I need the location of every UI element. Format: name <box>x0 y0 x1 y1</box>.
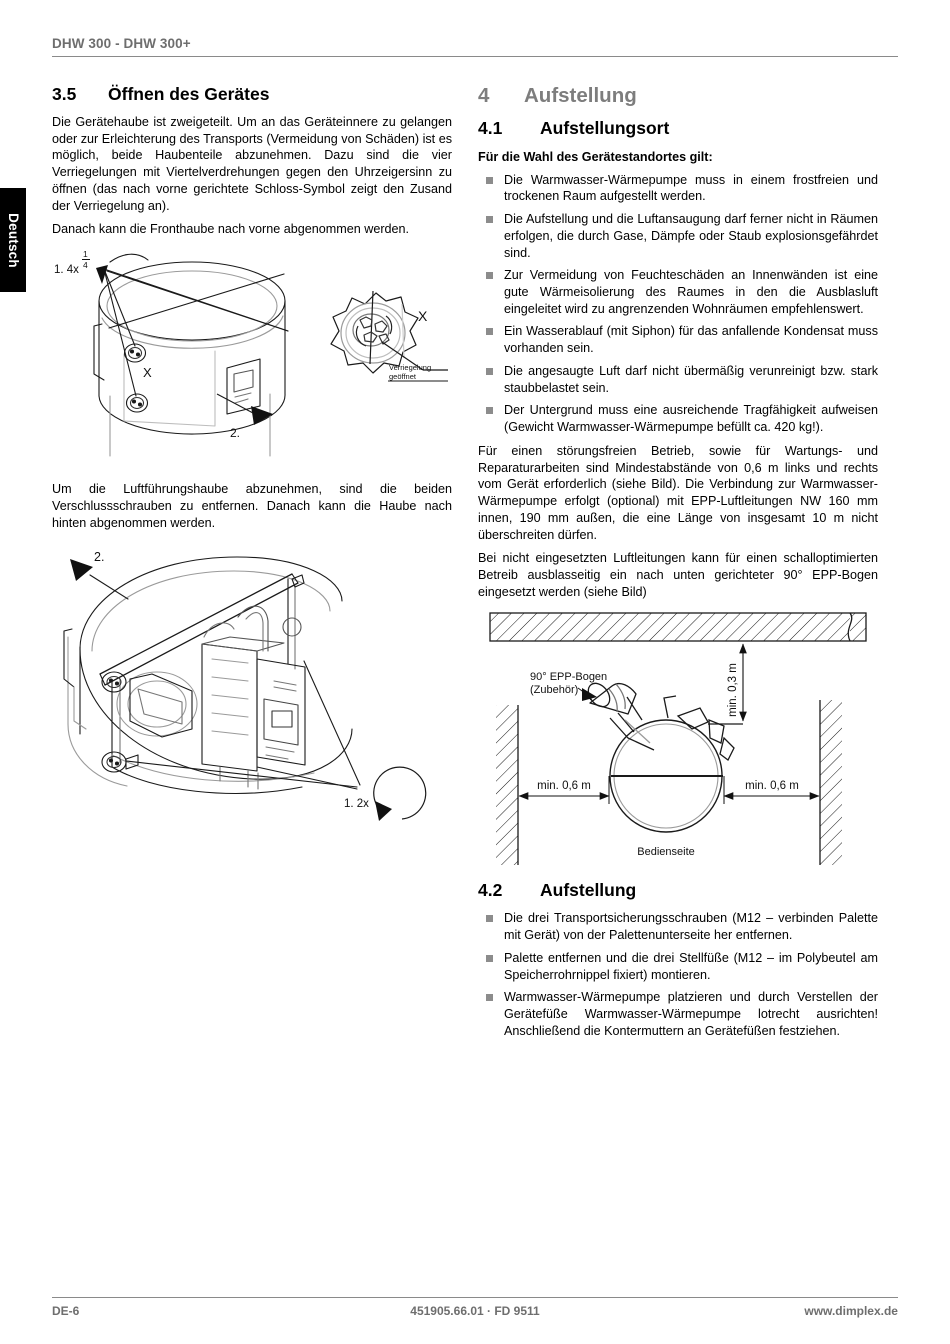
language-tab-label: Deutsch <box>5 212 21 268</box>
document-header <box>52 36 898 57</box>
figure-label-x-right: X <box>418 308 428 325</box>
list-item <box>478 323 878 356</box>
figure-label-quarter-numerator: 1 <box>83 249 88 260</box>
list-item <box>478 267 878 317</box>
list-item-text: Die drei Transportsicherungsschrauben (M12 – verbinden Palette mit Gerät) von der Palettenunterseite her entfernen. <box>504 911 878 943</box>
list-item-text: Ein Wasserablauf (mit Siphon) für das anfallende Kondensat muss vorhanden sein. <box>504 324 878 356</box>
square-bullet-icon <box>486 368 493 375</box>
section-heading-4-1 <box>478 118 878 139</box>
label-operating-side: Bedienseite <box>637 846 695 859</box>
list-item-text: Die angesaugte Luft darf nicht übermäßig verunreinigt bzw. stark staubbelastet sein. <box>504 363 878 395</box>
footer-rule <box>52 1297 898 1298</box>
list-item <box>478 172 878 205</box>
callout-label-bend-line2: (Zubehör) <box>530 684 579 697</box>
list-item <box>478 950 878 983</box>
section-number: 3.5 <box>52 84 77 104</box>
left-column <box>52 84 452 869</box>
list-item <box>478 989 878 1039</box>
figure-duct-hood <box>52 539 452 859</box>
list-item <box>478 402 878 435</box>
figure-label-quarter-denominator: 4 <box>83 260 88 271</box>
figure-label-step2: 2. <box>94 550 105 565</box>
square-bullet-icon <box>486 328 493 335</box>
list-item <box>478 363 878 396</box>
list-item-text: Die Warmwasser-Wärmepumpe muss in einem frostfreien und trockenen Raum aufgestellt werden. <box>504 172 878 204</box>
arrow-rotation <box>375 801 392 821</box>
section-title: Öffnen des Gerätes <box>108 84 270 104</box>
requirements-list <box>478 172 878 436</box>
lead-text: Für die Wahl des Gerätestandortes gilt: <box>478 149 713 164</box>
dimension-ceiling <box>727 644 743 721</box>
section-heading-3-5 <box>52 84 452 105</box>
list-item-text: Warmwasser-Wärmepumpe platzieren und durch Verstellen der Gerätefüße Warmwasser-Wärmepumpe lotrecht ausrichten! Anschließend die Kontermuttern an Gerätefüßen festziehen. <box>504 990 878 1038</box>
document-footer <box>52 1297 898 1318</box>
paragraph: Bei nicht eingesetzten Luftleitungen kann für einen schalloptimierten Betreib ausblasseitig ein nach unten gerichteter 90° EPP-Bogen eingesetzt werden (siehe Bild) <box>478 551 878 599</box>
list-item-text: Die Aufstellung und die Luftansaugung darf ferner nicht in Räumen erfolgen, die durch Gase, Dämpfe oder Staub explosionsgefährdet sind. <box>504 212 878 260</box>
section-number: 4.1 <box>478 117 503 138</box>
paragraph: Um die Luftführungshaube abzunehmen, sind die beiden Verschlussschrauben zu entfernen. Danach kann die Haube nach hinten abgenommen werden. <box>52 482 452 530</box>
figure-housing-locks <box>52 246 452 471</box>
list-item-text: Zur Vermeidung von Feuchteschäden an Innenwänden ist eine gute Wärmeisolierung des Raumes in den die Ausblasluft eingeleitet wird zu angrenzenden Wohnräumen empfehlenswert. <box>504 268 878 316</box>
dimension-label-left: min. 0,6 m <box>537 780 591 793</box>
square-bullet-icon <box>486 915 493 922</box>
section-title: Aufstellung <box>540 880 637 901</box>
list-item-text: Der Untergrund muss eine ausreichende Tragfähigkeit aufweisen (Gewicht Warmwasser-Wärmepumpe befüllt ca. 420 kg!). <box>504 403 878 435</box>
chapter-title: Aufstellung <box>524 84 637 107</box>
dimension-left <box>519 776 609 804</box>
dimension-label-right: min. 0,6 m <box>745 780 799 793</box>
callout-label-bend-line1: 90° EPP-Bogen <box>530 671 608 684</box>
installation-steps-list <box>478 910 878 1039</box>
section-number: 4.2 <box>478 880 503 901</box>
dimension-label-ceiling: min. 0,3 m <box>727 663 739 718</box>
header-title: DHW 300 - DHW 300+ <box>52 36 191 51</box>
section-title: Aufstellungsort <box>540 117 670 138</box>
paragraph: Die Gerätehaube ist zweigeteilt. Um an das Geräteinnere zu gelangen oder zur Erleichterung des Transports (Vermeidung von Schäden) ist es möglich, beide Haubenteile abzunehmen. Dazu sind die vier Verriegelungen mit Viertelverdrehungen gegen den Uhrzeigersinn zu öffnen (das nach vorne gerichtete Schloss-Symbol zeigt den Zusand der Verriegelung an). <box>52 115 452 213</box>
figure-housing-locks-svg <box>52 246 452 471</box>
right-wall-hatch <box>820 700 842 865</box>
paragraph: Für einen störungsfreien Betrieb, sowie für Wartungs- und Reparaturarbeiten sind Mindestabstände von 0,6 m links und rechts vom Gerät erforderlich (siehe Bild). Die Verbindung zur Warmwasser-Wärmepumpe erfolgt (optional) mit EPP-Luftleitungen NW 160 mm innen, 190 mm außen, die eine Länge von insgesamt 10 m nicht überschreiten dürfen. <box>478 443 878 542</box>
figure-label-detail-line2: geöffnet <box>389 372 416 382</box>
square-bullet-icon <box>486 177 493 184</box>
figure-label-step1: 1. 4x <box>54 264 79 277</box>
figure-label-detail-line1: Verriegelung <box>389 363 432 373</box>
square-bullet-icon <box>486 407 493 414</box>
chapter-number: 4 <box>478 84 490 107</box>
square-bullet-icon <box>486 216 493 223</box>
right-column <box>478 84 878 1047</box>
figure-duct-hood-svg <box>52 539 452 859</box>
language-tab-deutsch <box>0 188 26 292</box>
figure-clearances <box>478 608 878 870</box>
figure-clearances-svg <box>478 608 878 870</box>
chapter-heading-4 <box>478 84 878 108</box>
list-item <box>478 910 878 943</box>
figure-label-step1: 1. 2x <box>344 798 369 811</box>
figure-label-step2: 2. <box>230 426 241 441</box>
left-wall-hatch <box>496 705 518 865</box>
figure-label-x-left: X <box>143 365 152 381</box>
list-item-text: Palette entfernen und die drei Stellfüße (M12 – im Polybeutel am Speicherrohrnippel fixiert) montieren. <box>504 950 878 982</box>
section-heading-4-2 <box>478 880 878 901</box>
square-bullet-icon <box>486 272 493 279</box>
ceiling-hatch <box>490 613 866 641</box>
header-rule <box>52 56 898 57</box>
square-bullet-icon <box>486 994 493 1001</box>
list-item <box>478 211 878 261</box>
footer-page-number: DE-6 <box>52 1304 80 1318</box>
arrow-step2-hood <box>70 559 93 581</box>
footer-document-id: 451905.66.01 · FD 9511 <box>410 1304 540 1318</box>
dimension-right <box>724 776 819 804</box>
paragraph: Danach kann die Fronthaube nach vorne abgenommen werden. <box>52 222 410 237</box>
square-bullet-icon <box>486 955 493 962</box>
footer-website: www.dimplex.de <box>804 1304 898 1318</box>
